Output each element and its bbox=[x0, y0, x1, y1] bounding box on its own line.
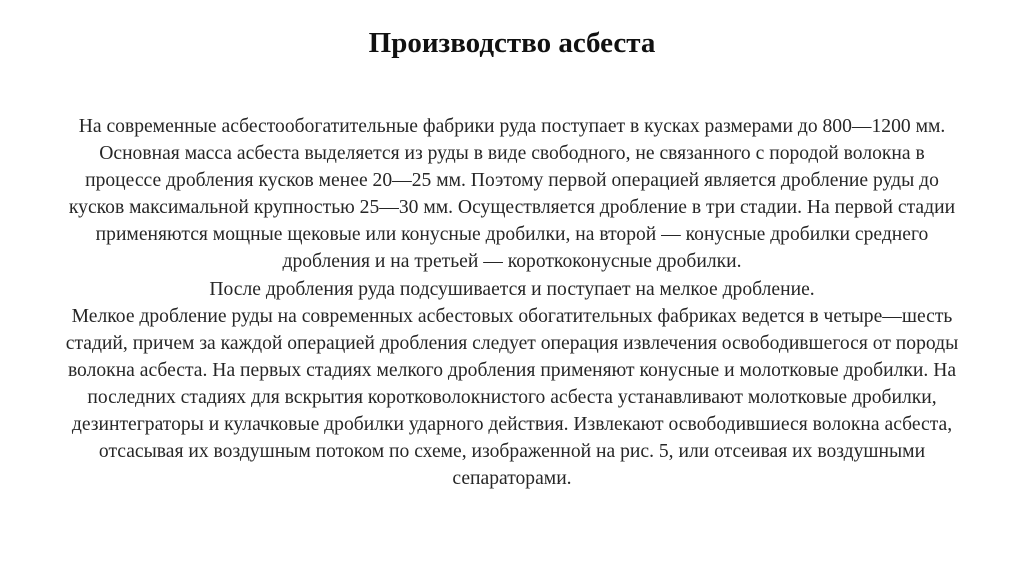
slide-body bbox=[60, 113, 964, 492]
paragraph-drying: После дробления руда подсушивается и поступает на мелкое дробление. bbox=[209, 278, 815, 300]
paragraph-crushing-stages: На современные асбестообогатительные фабрики руда поступает в кусках размерами до 800—1200 мм. Основная масса асбеста выделяется из руды в виде свободного, не связанного с породой волокна в процессе дробления кусков менее 20—25 мм. Поэтому первой операцией является дробление руды до кусков максимальной крупностью 25—30 мм. Осуществляется дробление в три стадии. На первой стадии применяются мощные щековые или конусные дробилки, на второй — конусные дробилки среднего дробления и на третьей — короткоконусные дробилки. bbox=[68, 116, 956, 273]
paragraph-fine-crushing: Мелкое дробление руды на современных асбестовых обогатительных фабриках ведется в четыре—шесть стадий, причем за каждой операцией дробления следует операция извлечения освободившегося от породы волокна асбеста. На первых стадиях мелкого дробления применяют конусные и молотковые дробилки. На последних стадиях для вскрытия коротковолокнистого асбеста устанавливают молотковые дробилки, дезинтеграторы и кулачковые дробилки ударного действия. Извлекают освободившиеся волокна асбеста, отсасывая их воздушным потоком по схеме, изображенной на рис. 5, или отсеивая их воздушными сепараторами. bbox=[65, 305, 959, 490]
slide-title: Производство асбеста bbox=[368, 27, 656, 59]
